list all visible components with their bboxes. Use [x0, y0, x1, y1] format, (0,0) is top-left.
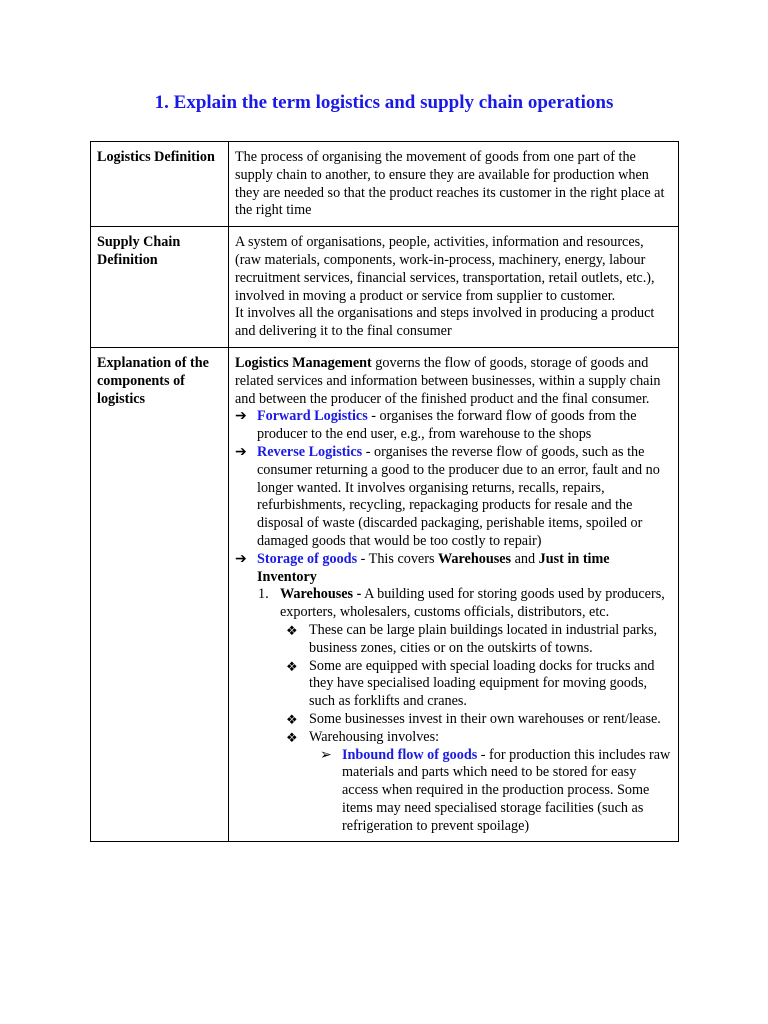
intro-paragraph	[235, 355, 672, 408]
table-row	[91, 142, 679, 227]
list-item	[235, 408, 672, 444]
bullet-text: These can be large plain buildings located in industrial parks, business zones, cities or on the outskirts of towns.	[309, 621, 658, 656]
warehouses-title: Warehouses -	[280, 586, 362, 603]
definition-cell	[229, 227, 679, 348]
list-item	[235, 444, 672, 551]
storage-bold-warehouses: Warehouses	[438, 550, 512, 567]
storage-text: - This covers	[357, 550, 439, 567]
diamond-bullet-icon: ❖	[286, 711, 298, 727]
bullet-text: Some businesses invest in their own warehouses or rent/lease.	[309, 710, 661, 727]
list-item	[235, 747, 672, 836]
intro-bold: Logistics Management	[235, 354, 372, 371]
storage-title: Storage of goods	[257, 550, 358, 567]
bullet-text: Some are equipped with special loading docks for trucks and they have specialised loading equipment for moving goods, such as forklifts and cranes.	[309, 657, 655, 710]
heading-title: Explain the term logistics and supply chain operations	[173, 92, 614, 113]
definition-paragraph: A system of organisations, people, activities, information and resources, (raw materials, components, work-in-process, machinery, energy, labour recruitment services, financial services, transportation, retail outlets, etc.), involved in moving a product or service from supplier to customer.	[235, 234, 655, 304]
list-item	[235, 729, 672, 747]
diamond-bullet-icon: ❖	[286, 622, 298, 638]
term-cell: Supply Chain Definition	[91, 227, 229, 348]
intro-text: governs the flow of goods, storage of goods and related services and information between businesses, within a supply chain and between the producer of the finished product and the final consumer.	[235, 354, 661, 407]
heading-number: 1.	[154, 92, 169, 113]
definition-paragraph: It involves all the organisations and steps involved in producing a product and delivering it to the final consumer	[235, 305, 655, 340]
triangle-bullet-icon: ➢	[320, 746, 332, 763]
definition-cell	[229, 347, 679, 842]
arrow-bullet-icon: ➔	[235, 443, 247, 460]
list-number: 1.	[258, 586, 269, 603]
definition-cell: The process of organising the movement of goods from one part of the supply chain to another, to ensure they are available for production when they are needed so that the product reaches its customer in the right place at the right time	[229, 142, 679, 227]
table-row	[91, 347, 679, 842]
storage-text: and	[511, 550, 539, 567]
definitions-table	[90, 141, 679, 842]
warehouses-text: A building used for storing goods used by producers, exporters, wholesalers, customs officials, distributors, etc.	[280, 586, 665, 621]
list-item	[235, 586, 672, 622]
reverse-logistics-text: - organises the reverse flow of goods, such as the consumer returning a good to the producer due to an error, fault and no longer wanted. It involves organising returns, recalls, repairs, refurbishments, recycling, repackaging products for resale and the disposal of waste (discarded packaging, perishable items, spoiled or damaged goods that would be too costly to repair)	[257, 443, 660, 549]
reverse-logistics-title: Reverse Logistics	[257, 443, 363, 460]
bullet-text: Warehousing involves:	[309, 728, 440, 745]
list-item	[235, 622, 672, 658]
inbound-text: - for production this includes raw materials and parts which need to be stored for easy access when required in the production process. Some items may need specialised storage facilities (such as refrigeration to prevent spoilage)	[342, 746, 671, 834]
arrow-bullet-icon: ➔	[235, 550, 247, 567]
storage-bold-jit: Just in time Inventory	[257, 550, 610, 585]
list-item	[235, 711, 672, 729]
inbound-title: Inbound flow of goods	[342, 746, 478, 763]
diamond-bullet-icon: ❖	[286, 658, 298, 674]
forward-logistics-text: - organises the forward flow of goods from the producer to the end user, e.g., from warehouse to the shops	[257, 408, 637, 443]
term-cell: Logistics Definition	[91, 142, 229, 227]
table-row	[91, 227, 679, 348]
list-item	[235, 551, 672, 587]
term-cell: Explanation of the components of logistics	[91, 347, 229, 842]
diamond-bullet-icon: ❖	[286, 729, 298, 745]
forward-logistics-title: Forward Logistics	[257, 408, 368, 425]
section-heading	[0, 92, 768, 114]
list-item	[235, 658, 672, 711]
arrow-bullet-icon: ➔	[235, 408, 247, 425]
